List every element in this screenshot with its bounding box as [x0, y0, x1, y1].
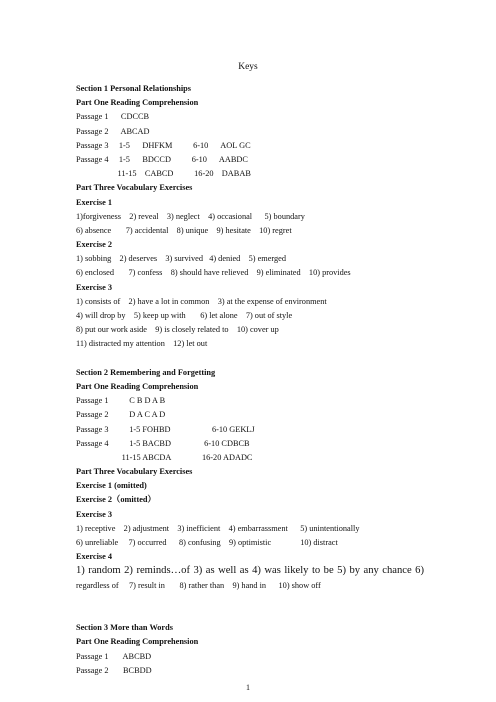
answer-line: 1)forgiveness 2) reveal 3) neglect 4) occasional 5) boundary — [76, 211, 305, 221]
part-heading: Part Three Vocabulary Exercises — [76, 183, 193, 193]
section-heading: Section 3 More than Words — [76, 623, 173, 633]
answer-line: Passage 1 C B D A B — [76, 396, 166, 406]
answer-line: regardless of 7) result in 8) rather than 9) hand in 10) show off — [76, 580, 321, 590]
exercise-heading: Exercise 1 (omitted) — [76, 481, 147, 491]
answer-line: Passage 4 1-5 BACBD 6-10 CDBCB — [76, 438, 250, 448]
answer-line: 8) put our work aside 9) is closely related to 10) cover up — [76, 325, 279, 335]
answer-line: Passage 3 1-5 DHFKM 6-10 AOL GC — [76, 140, 251, 150]
exercise-heading: Exercise 1 — [76, 197, 113, 207]
exercise-heading: Exercise 3 — [76, 509, 113, 519]
answer-line: Passage 4 1-5 BDCCD 6-10 AABDC — [76, 154, 248, 164]
answer-line: 4) will drop by 5) keep up with 6) let alone 7) out of style — [76, 311, 293, 320]
answer-line: 1) receptive 2) adjustment 3) inefficient 4) embarrassment 5) unintentionally — [76, 523, 360, 533]
spacer — [76, 593, 424, 621]
answer-line: 1) sobbing 2) deserves 3) survived 4) denied 5) emerged — [76, 254, 286, 264]
answer-line: 11-15 ABCDA 16-20 ADADC — [76, 452, 253, 462]
answer-line: Passage 1 ABCBD — [76, 651, 152, 661]
section-heading: Section 2 Remembering and Forgetting — [76, 367, 216, 377]
section-heading: Section 1 Personal Relationships — [76, 84, 192, 93]
answer-line: Passage 3 1-5 FOHBD 6-10 GEKLJ — [76, 424, 255, 434]
answer-line: Passage 2 ABCAD — [76, 126, 150, 136]
page-number: 1 — [246, 683, 250, 692]
answer-line: 6) enclosed 7) confess 8) should have relieved 9) eliminated 10) provides — [76, 268, 351, 278]
part-heading: Part Three Vocabulary Exercises — [76, 467, 193, 477]
answer-line: 11) distracted my attention 12) let out — [76, 339, 208, 349]
part-heading: Part One Reading Comprehension — [76, 637, 199, 647]
spacer — [76, 352, 424, 366]
answer-line: Passage 2 BCBDD — [76, 665, 152, 675]
answer-line: Passage 2 D A C A D — [76, 410, 166, 420]
part-heading: Part One Reading Comprehension — [76, 98, 199, 108]
part-heading: Part One Reading Comprehension — [76, 381, 199, 391]
answer-line: Passage 1 CDCCB — [76, 112, 150, 122]
answer-line: 1) consists of 2) have a lot in common 3) at the expense of environment — [76, 296, 327, 306]
exercise-heading: Exercise 4 — [76, 552, 113, 562]
answer-keys — [76, 82, 424, 678]
exercise-heading: Exercise 3 — [76, 282, 113, 292]
answer-line: 1) random 2) reminds…of 3) as well as 4) was likely to be 5) by any chance 6) — [76, 565, 424, 577]
answer-line: 6) absence 7) accidental 8) unique 9) hesitate 10) regret — [76, 225, 292, 235]
exercise-heading: Exercise 2（omitted） — [76, 495, 156, 505]
answer-line: 6) unreliable 7) occurred 8) confusing 9) optimistic 10) distract — [76, 538, 338, 547]
exercise-heading: Exercise 2 — [76, 240, 113, 250]
page-title: Keys — [238, 62, 258, 72]
answer-line: 11-15 CABCD 16-20 DABAB — [76, 169, 251, 179]
